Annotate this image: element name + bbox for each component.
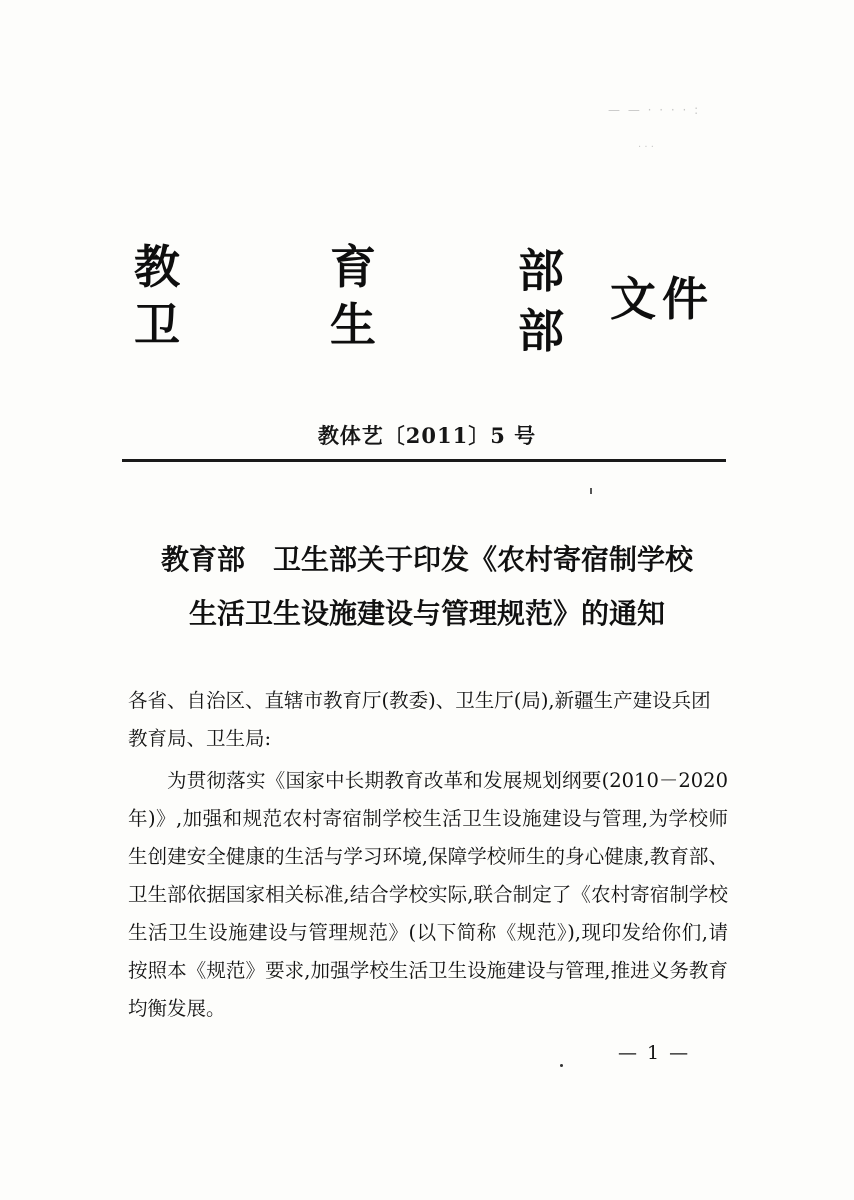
issuer-health-char-3: 部 (518, 304, 564, 358)
page-number: — 1 — (618, 1042, 691, 1064)
issuer-edu-char-3: 部 (518, 244, 564, 298)
scan-mark (590, 488, 592, 494)
issuer-edu-char-1: 教 (134, 240, 180, 294)
document-title-line-1: 教育部 卫生部关于印发《农村寄宿制学校 (160, 543, 693, 576)
stamp-line-2: · · · (638, 142, 654, 153)
issuer-health-char-2: 生 (330, 298, 376, 352)
stamp-line-1: — — · · · · : (608, 103, 701, 117)
document-masthead (0, 0, 854, 420)
scan-speck (560, 1064, 563, 1067)
masthead-divider (122, 459, 726, 462)
salutation: 各省、自治区、直辖市教育厅(教委)、卫生厅(局),新疆生产建设兵团教育局、卫生局: (128, 689, 711, 750)
document-title-line-2: 生活卫生设施建设与管理规范》的通知 (188, 597, 665, 630)
document-number: 教体艺〔2011〕5 号 (317, 423, 537, 448)
issuer-health-char-1: 卫 (134, 298, 180, 352)
issuer-edu-char-2: 育 (330, 240, 376, 294)
document-word: 文件 (610, 272, 714, 326)
body-paragraph: 为贯彻落实《国家中长期教育改革和发展规划纲要(2010－2020年)》,加强和规范农村寄宿制学校生活卫生设施建设与管理,为学校师生创建安全健康的生活与学习环境,保障学校师生的身心健康,教育部、卫生部依据国家相关标准,结合学校实际,联合制定了《农村寄宿制学校生活卫生设施建设与管理规范》(以下简称《规范》),现印发给你们,请按照本《规范》要求,加强学校生活卫生设施建设与管理,推进义务教育均衡发展。 (128, 769, 728, 1020)
